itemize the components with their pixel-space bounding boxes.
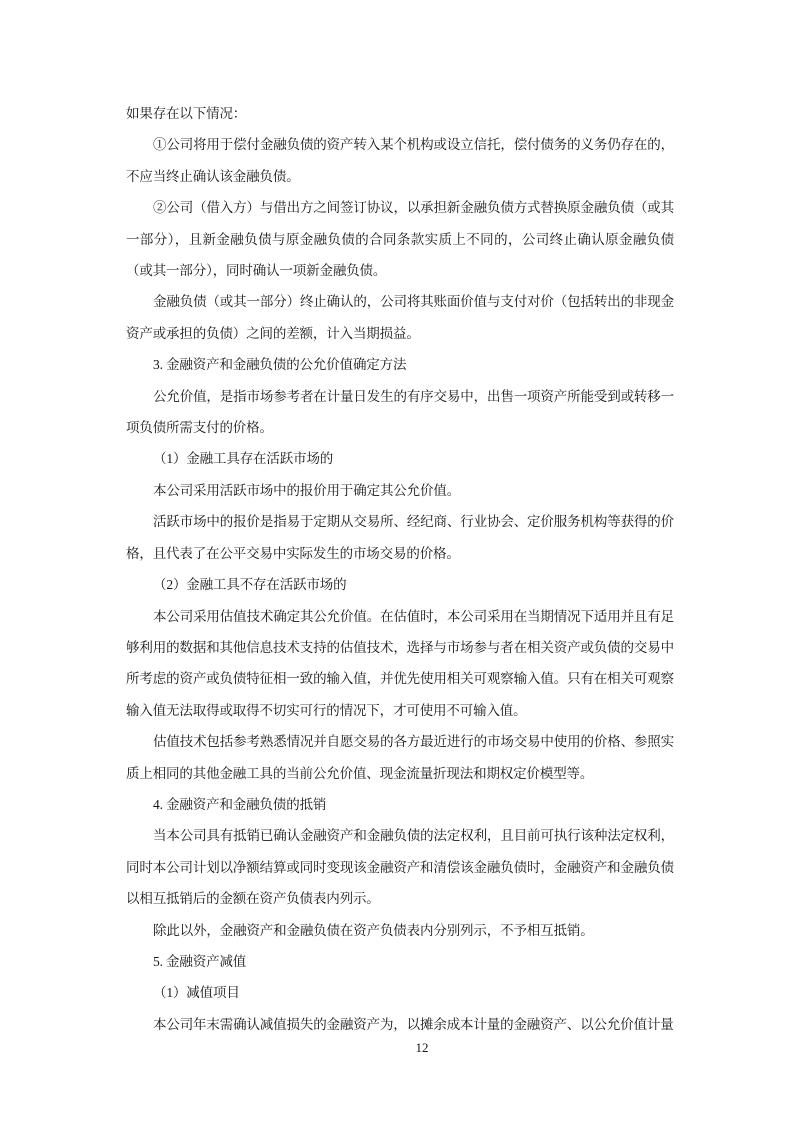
paragraph: （1）金融工具存在活跃市场的 [153, 451, 334, 467]
paragraph: ①公司将用于偿付金融负债的资产转入某个机构或设立信托，偿付债务的义务仍存在的，不应当终止确认该金融负债。 [126, 137, 674, 184]
paragraph: 5. 金融资产减值 [153, 953, 247, 969]
paragraph: 当本公司具有抵销已确认金融资产和金融负债的法定权利，且目前可执行该种法定权利，同时本公司计划以净额结算或同时变现该金融资产和清偿该金融负债时，金融资产和金融负债以相互抵销后的金额在资产负债表内列示。 [126, 828, 674, 907]
paragraph: 活跃市场中的报价是指易于定期从交易所、经纪商、行业协会、定价服务机构等获得的价格，且代表了在公平交易中实际发生的市场交易的价格。 [126, 514, 674, 561]
paragraph: 如果存在以下情况： [126, 106, 247, 121]
paragraph: 公允价值，是指市场参考者在计量日发生的有序交易中，出售一项资产所能受到或转移一项负债所需支付的价格。 [126, 388, 674, 436]
paragraph: （1）减值项目 [153, 985, 240, 1001]
paragraph: 3. 金融资产和金融负债的公允价值确定方法 [153, 357, 407, 373]
paragraph: ②公司（借入方）与借出方之间签订协议，以承担新金融负债方式替换原金融负债（或其一部分），且新金融负债与原金融负债的合同条款实质上不同的，公司终止确认原金融负债（或其一部分），同时确认一项新金融负债。 [126, 200, 674, 279]
paragraph: （2）金融工具不存在活跃市场的 [153, 577, 347, 593]
paragraph: 本公司采用估值技术确定其公允价值。在估值时，本公司采用在当期情况下适用并且有足够利用的数据和其他信息技术支持的估值技术，选择与市场参与者在相关资产或负债的交易中所考虑的资产或负债特征相一致的输入值，并优先使用相关可观察输入值。只有在相关可观察输入值无法取得或取得不切实可行的情况下，才可使用不可输入值。 [126, 608, 674, 718]
paragraph: 金融负债（或其一部分）终止确认的，公司将其账面价值与支付对价（包括转出的非现金资产或承担的负债）之间的差额，计入当期损益。 [126, 294, 674, 341]
paragraph: 估值技术包括参考熟悉情况并自愿交易的各方最近进行的市场交易中使用的价格、参照实质上相同的其他金融工具的当前公允价值、现金流量折现法和期权定价模型等。 [126, 734, 674, 781]
page-number: 12 [415, 1040, 429, 1055]
paragraph: 4. 金融资产和金融负债的抵销 [153, 796, 327, 812]
paragraph: 本公司采用活跃市场中的报价用于确定其公允价值。 [153, 482, 461, 498]
body-text [126, 98, 674, 1040]
paragraph: 本公司年末需确认减值损失的金融资产为，以摊余成本计量的金融资产、以公允价值计量 [153, 1016, 674, 1032]
paragraph: 除此以外，金融资产和金融负债在资产负债表内分别列示，不予相互抵销。 [153, 922, 594, 938]
